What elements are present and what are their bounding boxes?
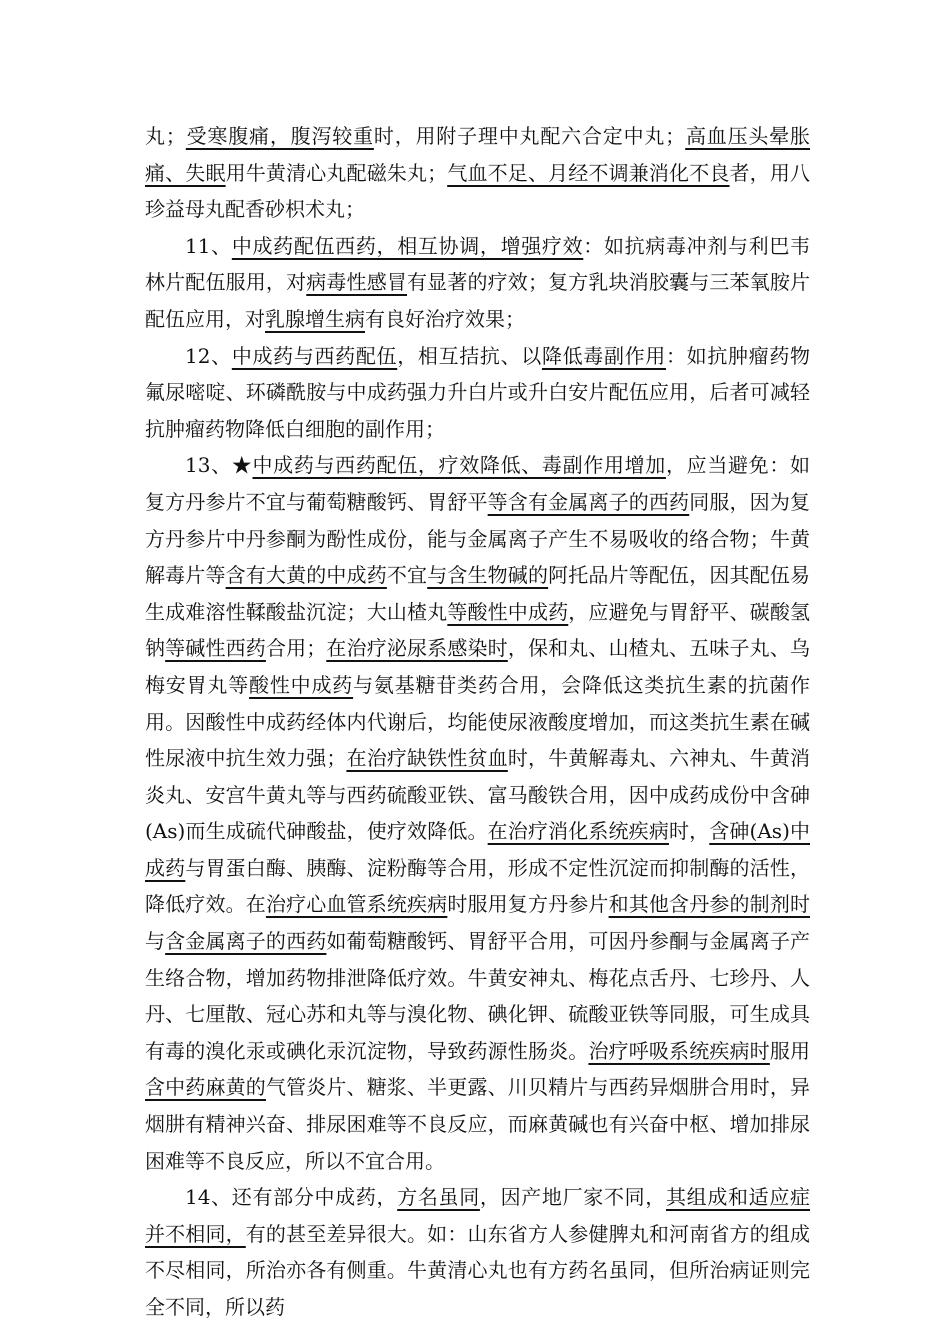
underlined-text-run: 乳腺增生病 bbox=[265, 306, 365, 331]
text-run: 者，用八珍益母丸配香砂枳术丸； bbox=[145, 160, 810, 222]
text-run: 时服用复方丹参片 bbox=[447, 892, 609, 917]
underlined-text-run: 含中药麻黄的 bbox=[145, 1075, 266, 1100]
text-run: ，因产地厂家不同， bbox=[479, 1185, 666, 1210]
underlined-text-run: 中成药与西药配伍 bbox=[231, 343, 398, 368]
text-run: 同服，因为复方丹参片中丹参酮为酚性成份，能与金属离子产生不易吸收的络合物；牛黄解毒片等 bbox=[145, 489, 810, 588]
underlined-text-run: 在治疗泌尿系感染时 bbox=[326, 636, 508, 661]
paragraph-item-11 bbox=[145, 228, 810, 338]
underlined-text-run: 含砷(As)中成药 bbox=[145, 819, 811, 880]
underlined-text-run: 方名虽同 bbox=[397, 1185, 480, 1210]
underlined-text-run: 在治疗消化系统疾病 bbox=[487, 819, 669, 844]
document-page bbox=[145, 118, 810, 1326]
text-run: 时， bbox=[668, 819, 710, 844]
text-run: ：如抗肿瘤药物氟尿嘧啶、环磷酰胺与中成药强力升白片或升白安片配伍应用，后者可减轻抗肿瘤药物降低白细胞的副作用； bbox=[145, 343, 811, 441]
text-run: 合用； bbox=[265, 636, 327, 661]
underlined-text-run: 降低毒副作用 bbox=[541, 343, 666, 368]
underlined-text-run: 治疗心血管系统疾病 bbox=[265, 892, 448, 917]
underlined-text-run: 和其他含丹参的制剂时 bbox=[608, 892, 810, 917]
text-run: 有良好治疗效果； bbox=[365, 306, 525, 331]
text-run: 时，牛黄解毒丸、六神丸、牛黄消炎丸、安宫牛黄丸等与西药硫酸亚铁、富马酸铁合用，因中成药成份中含砷(As)而生成硫代砷酸盐，使疗效降低。 bbox=[145, 746, 810, 844]
underlined-text-run: 中成药与西药配伍，疗效降低、毒副作用增加 bbox=[252, 453, 666, 478]
underlined-text-run: 气血不足、月经不调兼消化不良 bbox=[447, 160, 730, 185]
text-run: ，应避免与胃舒平、碳酸氢钠 bbox=[145, 599, 810, 661]
underlined-text-run: 高血压头晕胀痛、失眠 bbox=[145, 124, 811, 185]
text-run: 气管炎片、糖浆、半更露、川贝精片与西药异烟肼合用时，异烟肼有精神兴奋、排尿困难等不良反应，而麻黄碱也有兴奋中枢、增加排尿困难等不良反应，所以不宜合用。 bbox=[145, 1075, 810, 1173]
underlined-text-run: 受寒腹痛，腹泻较重 bbox=[185, 124, 374, 148]
text-run: ，应当避免：如复方丹参片不宜与葡萄糖酸钙、胃舒平 bbox=[145, 453, 811, 514]
underlined-text-run: 酸性中成药 bbox=[249, 672, 354, 697]
underlined-text-run: 含有大黄的中成药 bbox=[225, 563, 387, 588]
text-run: 用牛黄清心丸配磁朱丸； bbox=[225, 160, 448, 185]
underlined-text-run: 与含生物碱的 bbox=[427, 563, 549, 588]
text-run: 如葡萄糖酸钙、胃舒平合用，可因丹参酮与金属离子产生络合物，增加药物排泄降低疗效。牛黄安神丸、梅花点舌丹、七珍丹、人丹、七厘散、冠心苏和丸等与溴化物、碘化钾、硫酸亚铁等同服，可生成具有毒的溴化汞或碘化汞沉淀物，导致药源性肠炎。 bbox=[145, 929, 810, 1063]
underlined-text-run: 等酸性中成药 bbox=[447, 599, 569, 624]
item-number: 11、 bbox=[185, 233, 232, 258]
paragraph-item-13 bbox=[145, 447, 810, 1179]
paragraph-item-12 bbox=[145, 338, 810, 448]
paragraph-continuation bbox=[145, 118, 810, 228]
item-number: 13、★ bbox=[185, 453, 253, 478]
underlined-text-run: 含金属离子的西药 bbox=[165, 929, 327, 954]
paragraph-item-14 bbox=[145, 1179, 810, 1325]
text-run: ，相互拮抗、以 bbox=[397, 343, 542, 368]
underlined-text-run: 等含有金属离子的西药 bbox=[487, 489, 690, 514]
text-run: 与胃蛋白酶、胰酶、淀粉酶等合用，形成不定性沉淀而抑制酶的活性，降低疗效。在 bbox=[145, 855, 810, 917]
text-run: 时，用附子理中丸配六合定中丸； bbox=[373, 124, 686, 148]
text-run: 丸； bbox=[145, 124, 186, 148]
underlined-text-run: 其组成和适应症并不相同， bbox=[145, 1185, 811, 1246]
underlined-text-run: 在治疗缺铁性贫血 bbox=[346, 746, 508, 771]
text-run: 服用 bbox=[769, 1038, 810, 1063]
text-run: 阿托品片等配伍，因其配伍易生成难溶性鞣酸盐沉淀；大山楂丸 bbox=[145, 563, 810, 624]
item-number: 12、 bbox=[185, 343, 232, 368]
text-run: 与 bbox=[145, 929, 166, 954]
text-run: ，保和丸、山楂丸、五味子丸、乌梅安胃丸等 bbox=[145, 636, 810, 697]
text-run: 有的甚至差异很大。如：山东省方人参健脾丸和河南省方的组成不尽相同，所治亦各有侧重。牛黄清心丸也有方药名虽同，但所治病证则完全不同，所以药 bbox=[145, 1221, 810, 1319]
item-number: 14、还有部分中成药， bbox=[185, 1185, 398, 1210]
text-run: ：如抗病毒冲剂与利巴韦林片配伍服用，对 bbox=[145, 233, 811, 295]
underlined-text-run: 病毒性感冒 bbox=[306, 270, 408, 295]
text-run: 与氨基糖苷类药合用，会降低这类抗生素的抗菌作用。因酸性中成药经体内代谢后，均能使尿液酸度增加，而这类抗生素在碱性尿液中抗生效力强； bbox=[145, 672, 811, 771]
underlined-text-run: 等碱性西药 bbox=[165, 636, 266, 661]
text-run: 不宜 bbox=[386, 563, 428, 588]
text-run: 有显著的疗效；复方乳块消胶囊与三苯氧胺片配伍应用，对 bbox=[145, 270, 810, 331]
underlined-text-run: 中成药配伍西药，相互协调，增强疗效 bbox=[231, 233, 584, 258]
underlined-text-run: 治疗呼吸系统疾病时 bbox=[588, 1038, 770, 1063]
